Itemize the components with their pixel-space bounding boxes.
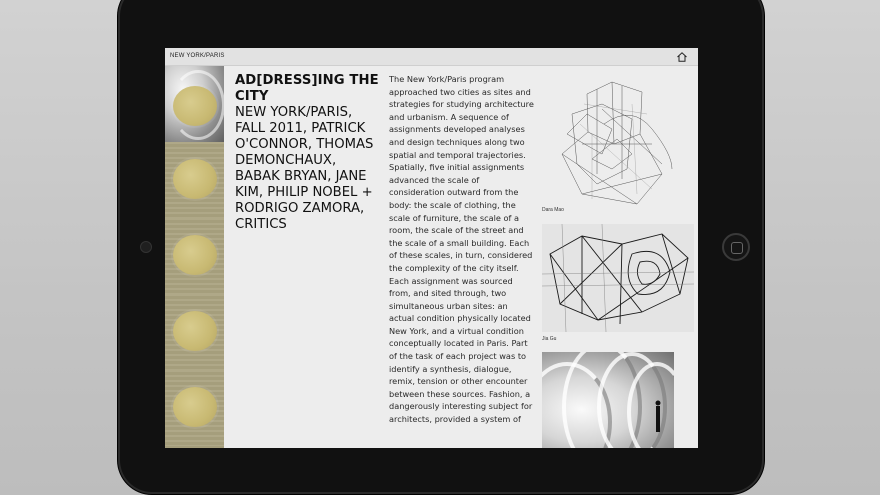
article-body: The New York/Paris program approached two cities as sites and strategies for studying architecture and urbanism. A sequence of assignments developed analyses and design techniques along two spatial and temporal trajectories. Spatially, five initial assignments advanced the scale of consideration outward from the body: the scale of clothing, the scale of furniture, the scale of a room, the scale of the street and the scale of a small building. Each of these scales, in turn, considered the complexity of the city itself. Each assignment was sourced from, and sited through, two simultaneous urban sites: an actual condition physically located New York, and a virtual condition conceptually located in Paris. Part of the task of each project was to identify a synthesis, dialogue, remix, tension or other encounter between these sources. Fashion, a dangerously interesting subject for architects, provided a system of	[389, 74, 534, 425]
app-screen	[165, 48, 698, 448]
top-bar	[165, 48, 698, 66]
sidebar-thumb-1[interactable]	[165, 66, 224, 142]
sidebar-thumb-4[interactable]	[165, 294, 224, 370]
sketch-drawing-1[interactable]	[542, 74, 694, 214]
article-title: AD[DRESS]ING THE CITY	[235, 73, 379, 104]
figure-caption-1: Dara Mao	[542, 207, 564, 213]
home-icon[interactable]	[676, 51, 688, 63]
app-title: NEW YORK/PARIS	[170, 53, 225, 59]
render-image[interactable]	[542, 352, 674, 448]
camera-dot	[140, 241, 152, 253]
figure-caption-2: Jia Gu	[542, 336, 557, 342]
sidebar-thumb-3[interactable]	[165, 218, 224, 294]
sketch-drawing-2[interactable]	[542, 224, 694, 332]
human-figure	[654, 400, 662, 432]
sidebar-thumb-2[interactable]	[165, 142, 224, 218]
article-heading	[235, 73, 385, 233]
device-home-button[interactable]	[722, 233, 750, 261]
article-subtitle: NEW YORK/PARIS, FALL 2011, PATRICK O'CONNOR, THOMAS DEMONCHAUX, BABAK BRYAN, JANE KIM, PHILIP NOBEL + RODRIGO ZAMORA, CRITICS	[235, 105, 374, 232]
sidebar-thumb-5[interactable]	[165, 370, 224, 446]
sidebar	[165, 66, 224, 448]
